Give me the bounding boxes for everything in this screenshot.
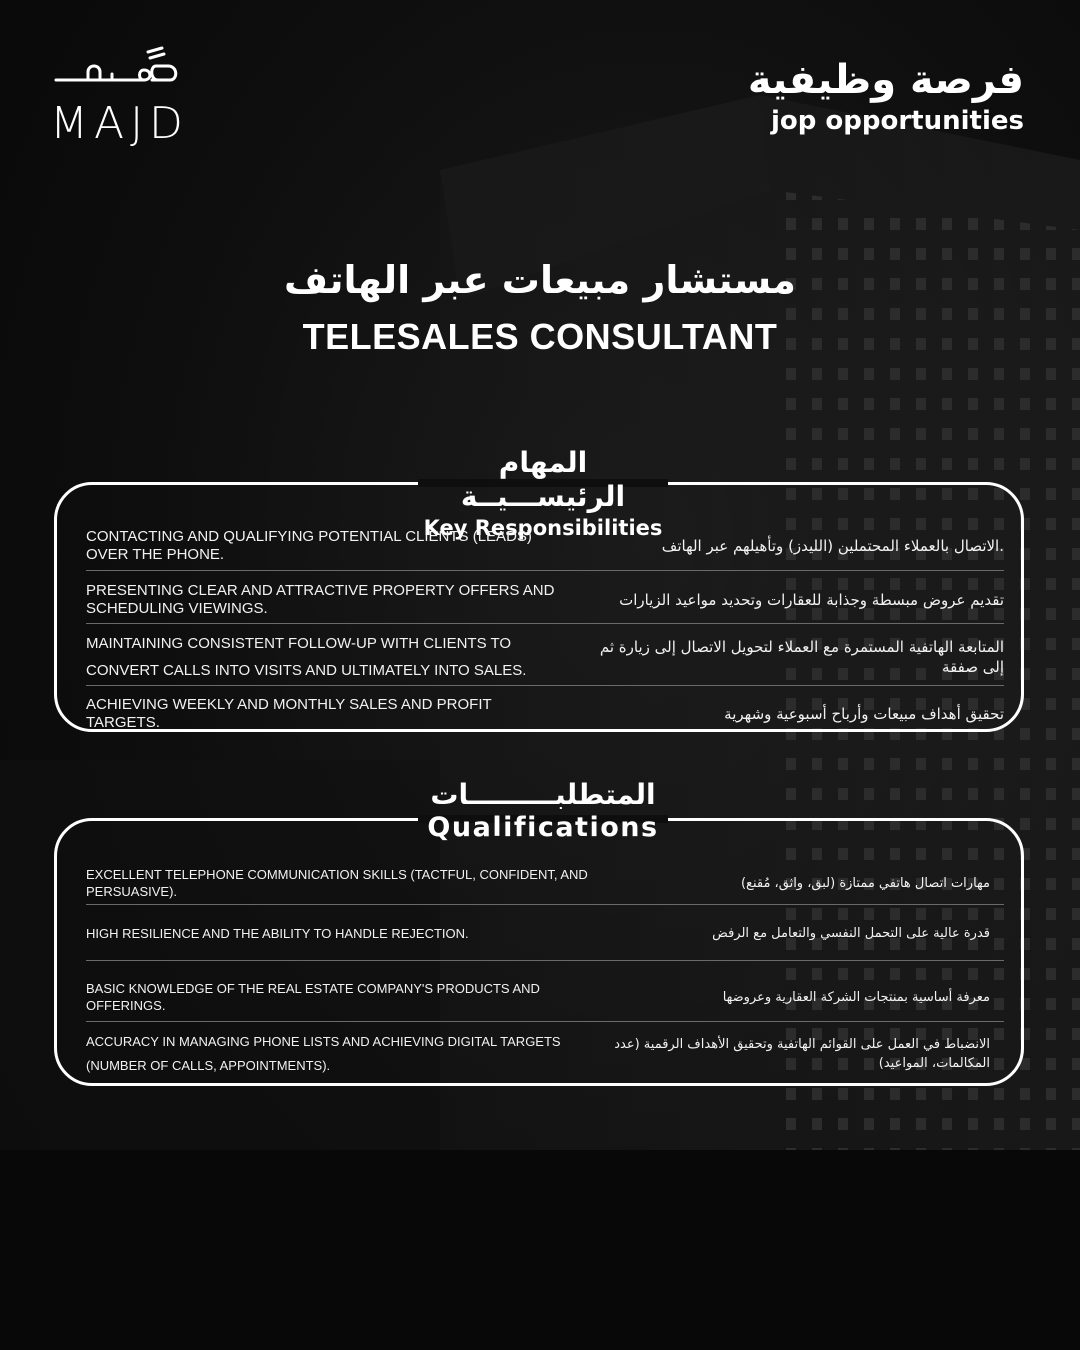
job-opportunity-heading-ar: فرصة وظيفية [747, 57, 1024, 103]
qualification-item [86, 866, 1004, 900]
responsibilities-heading-ar: المهام الرئيســـيــة [460, 446, 626, 513]
divider [86, 570, 1004, 571]
job-opportunity-heading-en: jop opportunities [770, 106, 1024, 136]
responsibility-item [86, 630, 1004, 684]
responsibility-text-en: ACHIEVING WEEKLY AND MONTHLY SALES AND PROFIT TARGETS. [86, 696, 492, 731]
qualification-text-ar: الانضباط في العمل على القوائم الهاتفية وتحقيق الأهداف الرقمية (عدد المكالمات، المواعيد) [614, 1037, 990, 1071]
responsibility-text-ar: .الاتصال بالعملاء المحتملين (الليدز) وتأهيلهم عبر الهاتف [661, 537, 1004, 555]
responsibility-text-en: MAINTAINING CONSISTENT FOLLOW-UP WITH CLIENTS TO CONVERT CALLS INTO VISITS AND ULTIMATELY INTO SALES. [86, 635, 527, 679]
qualification-text-ar: معرفة أساسية بمنتجات الشركة العقارية وعروضها [722, 989, 990, 1005]
qualification-text-en: EXCELLENT TELEPHONE COMMUNICATION SKILLS (TACTFUL, CONFIDENT, AND PERSUASIVE). [86, 867, 588, 899]
divider [86, 685, 1004, 686]
qualifications-heading [418, 778, 668, 844]
job-title-ar: مستشار مبيعات عبر الهاتف [284, 258, 796, 302]
qualification-item [86, 1030, 1004, 1078]
qualifications-heading-ar: المتطلبـــــــــات [430, 778, 656, 811]
qualification-text-en: BASIC KNOWLEDGE OF THE REAL ESTATE COMPANY'S PRODUCTS AND OFFERINGS. [86, 981, 540, 1013]
responsibility-text-ar: تقديم عروض مبسطة وجذابة للعقارات وتحديد مواعيد الزيارات [619, 591, 1004, 609]
responsibility-text-en: PRESENTING CLEAR AND ATTRACTIVE PROPERTY OFFERS AND SCHEDULING VIEWINGS. [86, 582, 555, 617]
qualifications-heading-en: Qualifications [427, 812, 659, 843]
majd-logo-wordmark: MAJD [50, 98, 189, 149]
divider [86, 960, 1004, 961]
responsibility-text-ar: تحقيق أهداف مبيعات وأرباح أسبوعية وشهرية [724, 705, 1004, 723]
responsibility-text-ar: المتابعة الهاتفية المستمرة مع العملاء لتحويل الاتصال إلى زيارة ثم إلى صفقة [599, 638, 1004, 676]
qualification-text-ar: قدرة عالية على التحمل النفسي والتعامل مع الرفض [712, 926, 990, 941]
responsibility-item [86, 582, 1004, 618]
responsibility-item [86, 696, 1004, 732]
qualification-item [86, 924, 1004, 943]
majd-arabic-logo-mark [52, 44, 180, 88]
responsibility-text-en: CONTACTING AND QUALIFYING POTENTIAL CLIENTS (LEADS) OVER THE PHONE. [86, 528, 532, 563]
responsibility-item [86, 528, 1004, 564]
qualification-text-ar: مهارات اتصال هاتفي ممتازة (لبق، واثق، مُقنع) [740, 875, 990, 891]
qualification-item [86, 980, 1004, 1014]
divider [86, 1021, 1004, 1022]
divider [86, 623, 1004, 624]
job-title-en: TELESALES CONSULTANT [302, 316, 778, 357]
responsibilities-heading-en: Key Responsibilities [423, 516, 663, 540]
divider [86, 904, 1004, 905]
qualification-text-en: ACCURACY IN MANAGING PHONE LISTS AND ACHIEVING DIGITAL TARGETS (NUMBER OF CALLS, APPOINTMENTS). [86, 1034, 561, 1073]
qualification-text-en: HIGH RESILIENCE AND THE ABILITY TO HANDLE REJECTION. [86, 926, 469, 941]
